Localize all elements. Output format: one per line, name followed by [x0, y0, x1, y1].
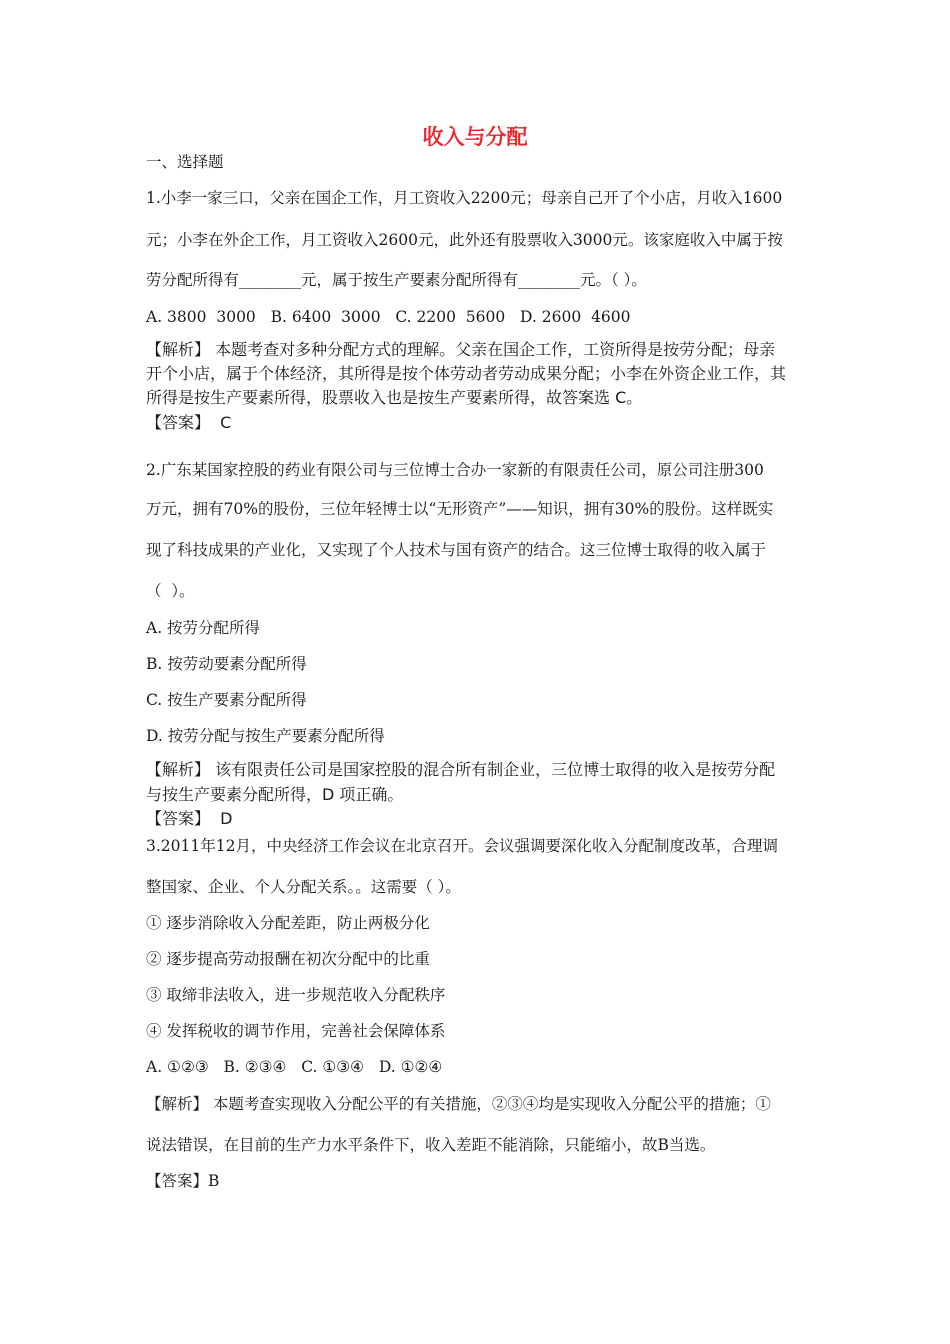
- question-2-line-1: 2.广东某国家控股的药业有限公司与三位博士合办一家新的有限责任公司，原公司注册300: [146, 461, 764, 479]
- question-2-option-c: C. 按生产要素分配所得: [146, 691, 307, 709]
- question-3-item-1: ① 逐步消除收入分配差距，防止两极分化: [146, 914, 430, 932]
- question-1-answer: 【答案】 C: [146, 413, 232, 432]
- question-3-line-1: 3.2011年12月，中央经济工作会议在北京召开。会议强调要深化收入分配制度改革，合理调: [146, 837, 778, 855]
- section-heading: 一、选择题: [146, 153, 224, 171]
- question-2-option-a: A. 按劳分配所得: [146, 619, 261, 637]
- page-title: 收入与分配: [422, 125, 528, 149]
- question-3-analysis-1: 【解析】 本题考查实现收入分配公平的有关措施，②③④均是实现收入分配公平的措施；①: [146, 1095, 771, 1113]
- question-2-answer: 【答案】 D: [146, 809, 233, 828]
- question-1-analysis-1: 【解析】 本题考查对多种分配方式的理解。父亲在国企工作，工资所得是按劳分配；母亲: [146, 340, 776, 359]
- question-2-option-b: B. 按劳动要素分配所得: [146, 655, 307, 673]
- question-1-analysis-2: 开个小店，属于个体经济，其所得是按个体劳动者劳动成果分配；小李在外资企业工作，其: [146, 364, 787, 383]
- question-3-analysis-2: 说法错误，在目前的生产力水平条件下，收入差距不能消除，只能缩小，故B当选。: [146, 1136, 716, 1154]
- question-1-line-3: 劳分配所得有________元，属于按生产要素分配所得有________元。（ ）。: [146, 271, 647, 289]
- question-3-line-2: 整国家、企业、个人分配关系。。这需要（ ）。: [146, 878, 461, 896]
- question-3-item-3: ③ 取缔非法收入，进一步规范收入分配秩序: [146, 986, 446, 1004]
- question-1-line-2: 元；小李在外企工作，月工资收入2600元，此外还有股票收入3000元。该家庭收入中属于按: [146, 231, 783, 249]
- question-2-analysis-2: 与按生产要素分配所得，D 项正确。: [146, 785, 404, 804]
- question-2-option-d: D. 按劳分配与按生产要素分配所得: [146, 727, 385, 745]
- question-3-item-4: ④ 发挥税收的调节作用，完善社会保障体系: [146, 1022, 446, 1040]
- question-1-analysis-3: 所得是按生产要素所得，股票收入也是按生产要素所得，故答案选 C。: [146, 388, 643, 407]
- question-2-line-2: 万元，拥有70%的股份，三位年轻博士以“无形资产”——知识，拥有30%的股份。这样既实: [146, 500, 774, 518]
- question-2-line-3: 现了科技成果的产业化，又实现了个人技术与国有资产的结合。这三位博士取得的收入属于: [146, 541, 767, 559]
- question-1-options: A. 3800 3000 B. 6400 3000 C. 2200 5600 D. 2600 4600: [146, 308, 631, 326]
- question-3-options: A. ①②③ B. ②③④ C. ①③④ D. ①②④: [146, 1058, 443, 1076]
- question-3-answer: 【答案】B: [146, 1172, 220, 1190]
- question-3-item-2: ② 逐步提高劳动报酬在初次分配中的比重: [146, 950, 430, 968]
- question-1-line-1: 1.小李一家三口，父亲在国企工作，月工资收入2200元；母亲自己开了个小店，月收入1600: [146, 189, 783, 207]
- question-2-line-4: （ ）。: [146, 582, 195, 600]
- question-2-analysis-1: 【解析】 该有限责任公司是国家控股的混合所有制企业，三位博士取得的收入是按劳分配: [146, 760, 776, 779]
